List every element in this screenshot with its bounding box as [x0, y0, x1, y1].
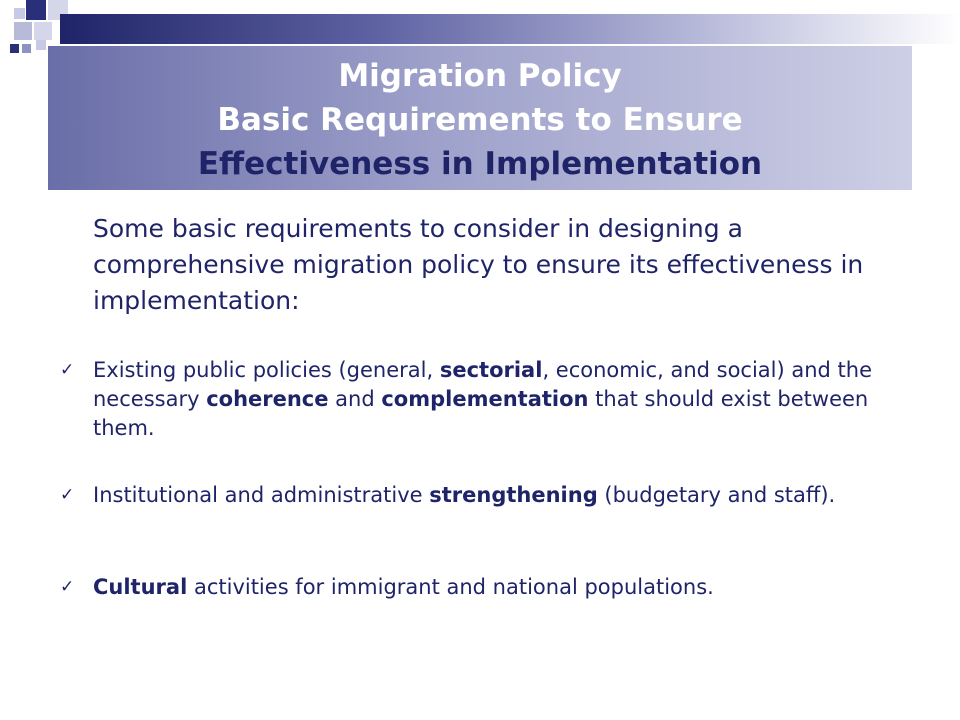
- bullet-text: Institutional and administrative strengthening (budgetary and staff).: [93, 483, 836, 507]
- slide-title: [48, 46, 912, 190]
- title-line-1: Migration Policy: [338, 58, 622, 94]
- decor-square: [36, 40, 46, 50]
- checkmark-icon: ✓: [60, 360, 75, 380]
- title-line-2: Basic Requirements to Ensure: [217, 102, 743, 138]
- decor-square: [34, 22, 52, 40]
- decor-square: [22, 44, 31, 53]
- checkmark-icon: ✓: [60, 485, 75, 505]
- decor-square: [10, 44, 19, 53]
- title-line-3: Effectiveness in Implementation: [197, 146, 763, 182]
- decor-square: [14, 8, 25, 19]
- checkmark-icon: ✓: [60, 577, 75, 597]
- header-gradient-band: [60, 14, 960, 44]
- bullet-text: Cultural activities for immigrant and national populations.: [93, 575, 714, 599]
- decor-square: [14, 22, 32, 40]
- decor-square: [26, 0, 46, 20]
- bullet-text: Existing public policies (general, sectorial, economic, and social) and the necessary coherence and complementation that should exist between them.: [93, 358, 873, 440]
- intro-paragraph: Some basic requirements to consider in designing a comprehensive migration policy to ensure its effectiveness in implementation:: [93, 214, 864, 315]
